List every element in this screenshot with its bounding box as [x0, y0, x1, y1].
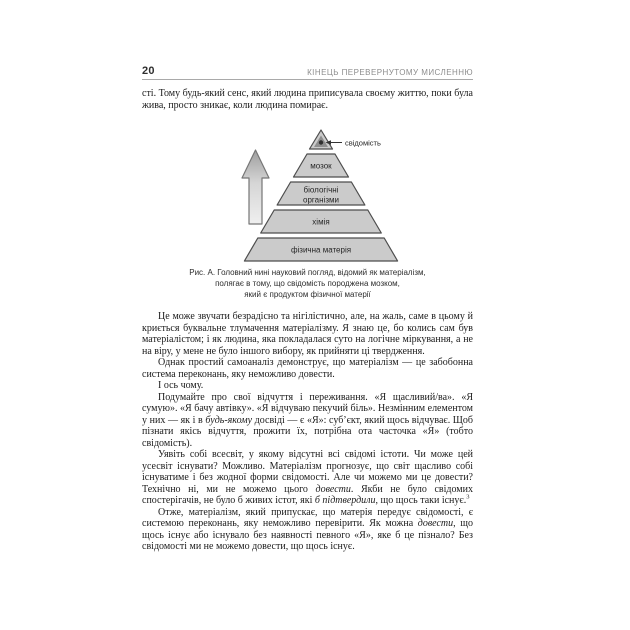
paragraph: [142, 357, 473, 380]
paragraph-intro: [142, 88, 473, 111]
paragraph-text: . Якби не було свідомих спостерігачів, не було б живих істот, які: [142, 483, 473, 506]
paragraph-text: Отже, матеріалізм, який припускає, що матерія передує свідомості, є системою переконань, яку неможливо перевірити. Як можна: [142, 506, 473, 529]
page-header: [142, 66, 473, 80]
italic-text: довести: [417, 518, 454, 529]
up-arrow-icon: [242, 150, 269, 224]
paragraph-text: І ось чому.: [158, 380, 204, 391]
figure-caption: [142, 267, 473, 300]
level-label-organisms-line1: біологічні: [303, 185, 339, 195]
paragraph: [142, 392, 473, 450]
paragraph: [142, 449, 473, 507]
paragraph-text: Уявіть собі всесвіт, у якому відсутні всі свідомі істоти. Чи може цей усесвіт існувати? Можливо. Матеріалізм прогнозує, що світ щасливо собі існуватиме і без жодної форми свідомості. Але чи можемо ми це довести? Технічно ні, ми не можемо цього: [142, 449, 473, 495]
paragraph-text: , що щось існує або існувало без наявності певного «Я», яке б це пізнало? Без свідомості ми не можемо довести, що щось існує.: [142, 518, 473, 552]
footnote-marker: 3: [466, 493, 470, 501]
running-title: КІНЕЦЬ ПЕРЕВЕРНУТОМУ МИСЛЕННЮ: [307, 68, 473, 77]
level-label-brain: мозок: [310, 161, 332, 171]
materialism-pyramid-diagram: [225, 126, 405, 266]
level-label-organisms-line2: організми: [303, 195, 339, 205]
figure-caption-line1: Рис. А. Головний нині науковий погляд, відомий як матеріалізм,: [189, 268, 426, 277]
italic-text: будь-якому: [205, 414, 253, 426]
consciousness-dot: [319, 140, 323, 144]
figure-caption-line3: який є продуктом фізичної матерії: [244, 290, 371, 299]
level-label-matter: фізична матерія: [290, 245, 352, 255]
body-text: [142, 311, 473, 553]
paragraph-text: Подумайте про свої відчуття і переживання. «Я щасливий/ва». «Я сумую». «Я бачу автівку». «Я відчуваю пекучий біль». Незмінним елементом у них — як і в: [142, 391, 473, 426]
page-number: 20: [142, 65, 155, 77]
paragraph: [142, 311, 473, 357]
paragraph-text: сті. Тому будь-який сенс, який людина приписувала своєму життю, поки була жива, просто зникає, коли людина помирає.: [142, 88, 473, 111]
paragraph-text: досвіді — є «Я»: суб’єкт, який щось відчуває. Щоб пізнати якісь відчуття, прожити їх, потрібна ота часточка «Я» (тобто свідомість).: [142, 414, 473, 449]
level-label-chemistry: хімія: [312, 217, 330, 227]
paragraph: [142, 507, 473, 553]
paragraph: [142, 380, 473, 392]
paragraph-text: Однак простий самоаналіз демонструє, що матеріалізм — це забобонна система переконань, яку неможливо довести.: [142, 357, 473, 380]
paragraph-text: , що щось таки існує.: [375, 495, 467, 506]
apex-label: свідомість: [345, 138, 381, 148]
paragraph-text: Це може звучати безрадісно та нігілістично, але, на жаль, саме в цьому й криється буквальне тлумачення матеріалізму. Я знаю це, бо колись сам був матеріалістом; і як людина, яка покладалася суто на логічне міркування, а не на віру, у мене не було іншого вибору, як прийняти ці твердження.: [142, 311, 473, 357]
italic-text: довести: [315, 483, 351, 495]
italic-text: б підтвердили: [314, 495, 376, 506]
figure-caption-line2: полягає в тому, що свідомість породжена мозком,: [215, 279, 400, 288]
